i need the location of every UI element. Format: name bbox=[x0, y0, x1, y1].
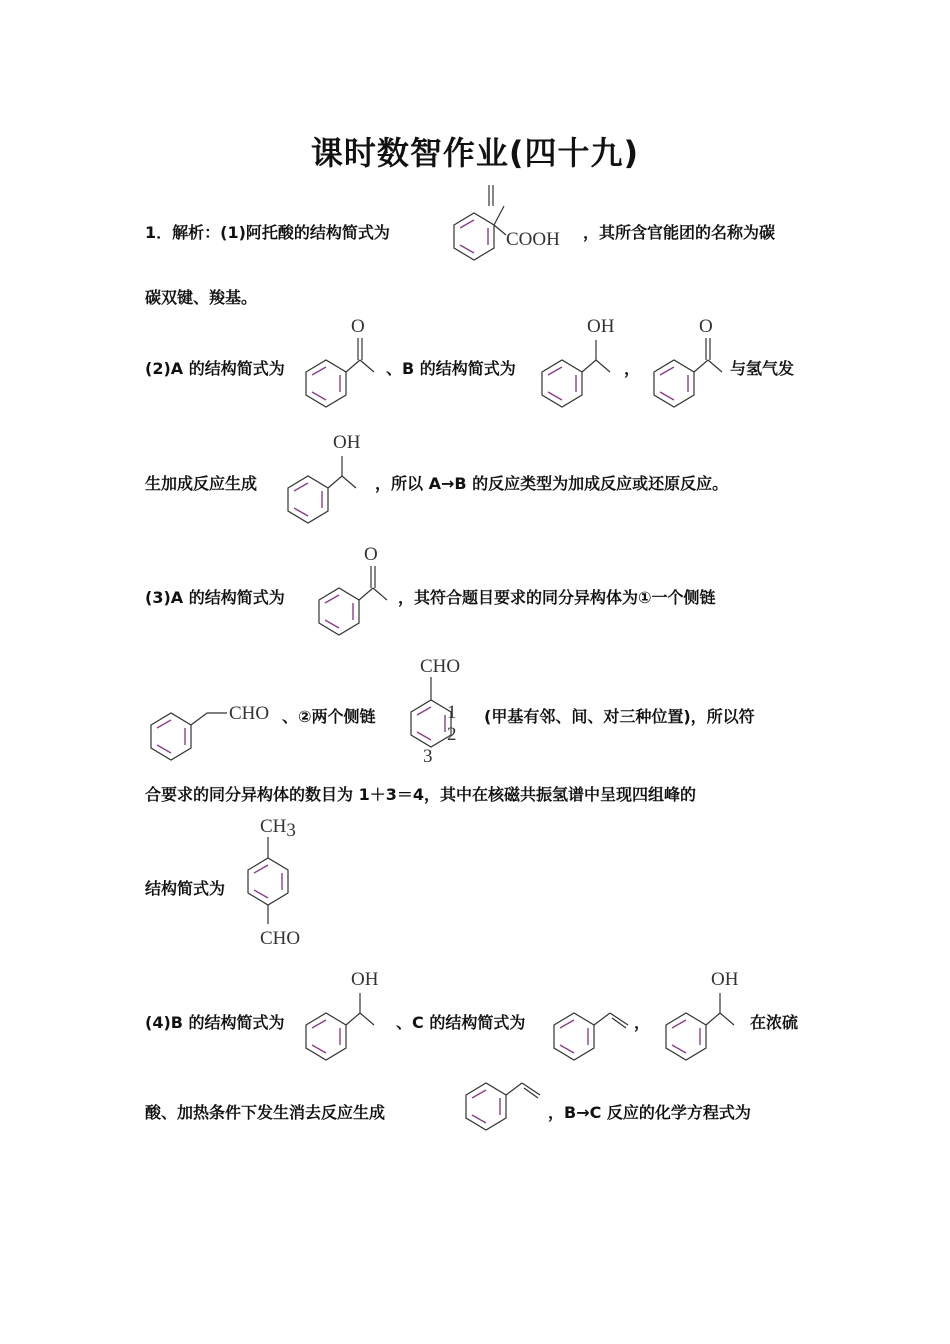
ketone-a-structure-3 bbox=[313, 540, 398, 640]
q4-text-f: ，B→C 反应的化学方程式为 bbox=[548, 1103, 751, 1122]
q2-text-e: 生加成反应生成 bbox=[145, 474, 258, 493]
hydroxyl-label: OH bbox=[711, 969, 739, 990]
styrene-structure-2 bbox=[460, 1075, 550, 1135]
q3-text-c: 、②两个侧链 bbox=[282, 707, 376, 726]
position-label: 1 bbox=[447, 702, 457, 723]
q2-text-f: ，所以 A→B 的反应类型为加成反应或还原反应。 bbox=[375, 474, 729, 493]
page-title: 课时数智作业(四十九) bbox=[310, 134, 640, 172]
hydroxyl-label: OH bbox=[333, 432, 361, 453]
p-methylbenzaldehyde-structure bbox=[240, 812, 330, 950]
hydroxyl-label: OH bbox=[587, 316, 615, 337]
methylbenzaldehyde-structure bbox=[403, 652, 483, 767]
alcohol-b-structure bbox=[536, 312, 631, 412]
cho-label: CHO bbox=[420, 656, 461, 677]
q3-text-e: 合要求的同分异构体的数目为 1＋3＝4，其中在核磁共振氢谱中呈现四组峰的 bbox=[145, 785, 696, 804]
atropic-acid-structure bbox=[432, 183, 582, 268]
oxygen-label: O bbox=[699, 316, 713, 337]
alcohol-b-structure-2 bbox=[282, 428, 377, 528]
q3-text-b: ，其符合题目要求的同分异构体为①一个侧链 bbox=[398, 588, 716, 607]
alcohol-b-structure-3 bbox=[300, 965, 395, 1065]
q2-text-c: ， bbox=[624, 359, 641, 378]
position-label: 2 bbox=[447, 724, 457, 745]
q4-text-a: (4)B 的结构简式为 bbox=[145, 1013, 285, 1032]
oxygen-label: O bbox=[364, 544, 378, 565]
q4-text-e: 酸、加热条件下发生消去反应生成 bbox=[145, 1103, 386, 1122]
methyl-label: CH3 bbox=[260, 816, 296, 841]
position-label: 3 bbox=[423, 746, 433, 767]
q1-line2: 碳双键、羧基。 bbox=[145, 288, 258, 307]
q2-text-b: 、B 的结构简式为 bbox=[386, 359, 516, 378]
oxygen-label: O bbox=[351, 316, 365, 337]
ketone-a-structure bbox=[300, 312, 380, 412]
q2-text-a: (2)A 的结构简式为 bbox=[145, 359, 285, 378]
q2-text-d: 与氢气发 bbox=[730, 359, 795, 378]
cho-label: CHO bbox=[229, 703, 270, 724]
q4-text-b: 、C 的结构简式为 bbox=[396, 1013, 526, 1032]
ketone-a-structure-2 bbox=[648, 312, 728, 412]
q3-text-f: 结构简式为 bbox=[145, 879, 226, 898]
cooh-label: COOH bbox=[506, 229, 560, 250]
phenylacetaldehyde-structure bbox=[145, 695, 285, 765]
styrene-structure bbox=[548, 1005, 638, 1065]
q1-line1-a: 1．解析：(1)阿托酸的结构简式为 bbox=[145, 223, 390, 242]
q1-line1-b: ，其所含官能团的名称为碳 bbox=[583, 223, 776, 242]
alcohol-b-structure-4 bbox=[660, 965, 755, 1065]
q3-text-d: (甲基有邻、间、对三种位置)，所以符 bbox=[484, 707, 755, 726]
q4-text-c: ， bbox=[634, 1013, 651, 1032]
cho-label: CHO bbox=[260, 928, 301, 949]
q4-text-d: 在浓硫 bbox=[750, 1013, 799, 1032]
q3-text-a: (3)A 的结构简式为 bbox=[145, 588, 285, 607]
hydroxyl-label: OH bbox=[351, 969, 379, 990]
